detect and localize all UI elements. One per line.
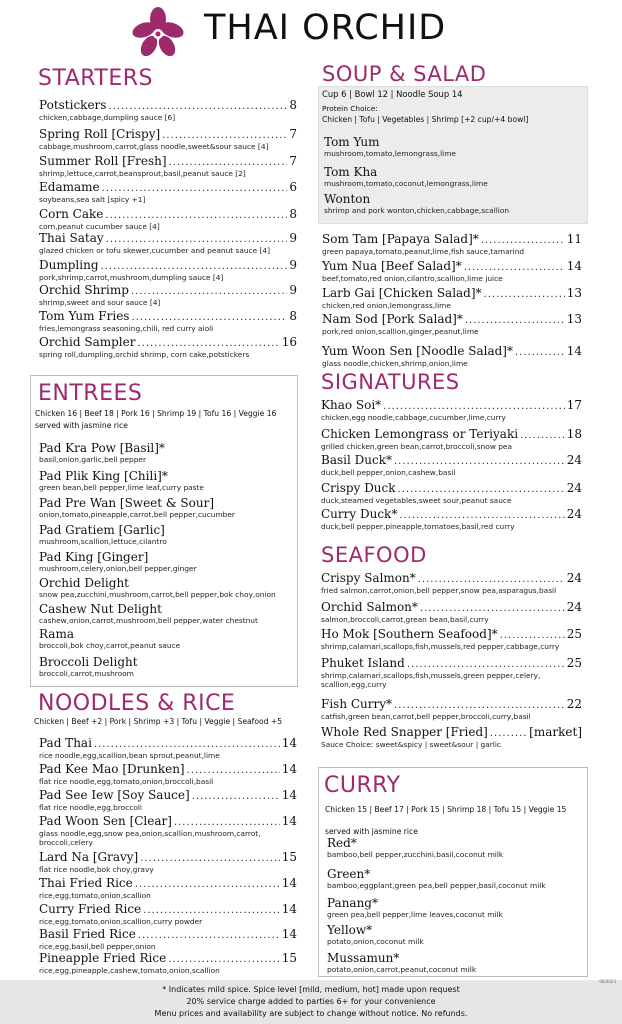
item-name: Pad Gratiem [Garlic] [39, 523, 165, 537]
item-name: Khao Soi* [321, 398, 382, 412]
item-name: Yum Woon Sen [Noodle Salad]* [322, 344, 513, 358]
dot-leader [143, 904, 280, 917]
curry-item [327, 868, 582, 890]
item-description: chicken,red onion,lemongrass,lime [322, 301, 451, 310]
item-price: 8 [289, 98, 297, 112]
starter-item [39, 310, 297, 333]
item-price: 14 [566, 344, 582, 358]
item-description: glazed chicken or tofu skewer,cucumber and peanut sauce [4] [39, 246, 271, 255]
item-description: rice,egg,basil,bell pepper,onion [39, 942, 156, 951]
noodle-item [39, 952, 297, 975]
item-description: bamboo,bell pepper,zucchini,basil,coconut milk [327, 850, 504, 859]
dot-leader [418, 573, 565, 586]
noodle-item [39, 877, 297, 900]
item-price: 22 [566, 697, 582, 711]
dot-leader [131, 311, 287, 324]
entrees-heading: ENTREES [38, 381, 143, 406]
item-name: Lard Na [Gravy] [39, 850, 139, 864]
item-price: 15 [281, 850, 297, 864]
item-description: shrimp,sweet and sour sauce [4] [39, 298, 161, 307]
item-description: flat rice noodle,egg,broccoli [39, 803, 142, 812]
starter-item [39, 99, 297, 122]
item-description: mushroom,tomato,lemongrass,lime [324, 149, 456, 158]
noodle-item [39, 737, 297, 760]
item-price: 24 [566, 453, 582, 467]
item-description: flat rice noodle,egg,tomato,onion,broccoli,basil [39, 777, 214, 786]
entree-item [39, 442, 297, 464]
item-price: 24 [566, 600, 582, 614]
dot-leader [187, 764, 280, 777]
item-name: Pineapple Fried Rice [39, 951, 167, 965]
service-charge-note: 20% service charge added to parties 6+ for your convenience [186, 997, 436, 1006]
entree-item [39, 628, 297, 650]
item-name: Orchid Delight [39, 576, 129, 590]
item-name: Pad Thai [39, 736, 92, 750]
item-description: potato,onion,carrot,peanut,coconut milk [327, 965, 477, 974]
item-name: Nam Sod [Pork Salad]* [322, 312, 463, 326]
noodle-item [39, 903, 297, 926]
item-name: Cashew Nut Delight [39, 602, 162, 616]
item-description: rice,egg,tomato,onion,scallion [39, 891, 151, 900]
item-description: onion,tomato,pineapple,carrot,bell pepper,cucumber [39, 510, 235, 519]
item-name: Curry Fried Rice [39, 902, 142, 916]
item-description: broccoli,bok choy,carrot,peanut sauce [39, 641, 181, 650]
seafood-item [321, 572, 582, 595]
menu-header [0, 0, 622, 62]
item-price: 9 [289, 283, 297, 297]
item-name: Fish Curry* [321, 697, 393, 711]
dot-leader [500, 629, 565, 642]
item-price: 14 [281, 902, 297, 916]
item-price: 7 [289, 154, 297, 168]
item-description: rice,egg,pineapple,cashew,tomato,onion,scallion [39, 966, 220, 975]
starter-item [39, 336, 297, 359]
dot-leader [515, 346, 565, 359]
item-description: rice,egg,tomato,onion,scallion,curry powder [39, 917, 203, 926]
item-description: chicken,cabbage,dumpling sauce [6] [39, 113, 176, 122]
item-name: Broccoli Delight [39, 655, 138, 669]
signatures-heading: SIGNATURES [321, 370, 460, 394]
salad-item [322, 233, 582, 256]
spice-note: * Indicates mild spice. Spice level [mild, medium, hot] made upon request [162, 985, 460, 994]
item-description: mushroom,celery,onion,bell pepper,ginger [39, 564, 197, 573]
dot-leader [394, 699, 565, 712]
item-name: Mussamun* [327, 951, 400, 965]
dot-leader [520, 429, 565, 442]
item-price: 24 [566, 571, 582, 585]
item-price: 8 [289, 309, 297, 323]
curry-served-note: served with jasmine rice [325, 827, 418, 836]
item-name: Pad Pre Wan [Sweet & Sour] [39, 496, 215, 510]
protein-choice-options: Chicken | Tofu | Vegetables | Shrimp [+2 cup/+4 bowl] [322, 115, 529, 124]
starters-heading: STARTERS [38, 66, 154, 91]
item-description: shrimp and pork wonton,chicken,cabbage,scallion [324, 206, 510, 215]
item-price: 14 [281, 788, 297, 802]
seafood-item [321, 657, 582, 689]
item-name: Dumpling [39, 258, 99, 272]
entree-item [39, 656, 297, 678]
item-name: Orchid Salmon* [321, 600, 418, 614]
signature-item [321, 508, 582, 531]
curry-heading: CURRY [324, 773, 401, 798]
item-price: 24 [566, 481, 582, 495]
entrees-served-note: served with jasmine rice [35, 421, 128, 430]
item-name: Orchid Sampler [39, 335, 136, 349]
seafood-item [321, 698, 582, 721]
item-description: green papaya,tomato,peanut,lime,fish sauce,tamarind [322, 247, 525, 256]
item-description: mushroom,scallion,lettuce,cilantro [39, 537, 167, 546]
item-description: soybeans,sea salt [spicy +1] [39, 195, 146, 204]
soup-item [324, 136, 579, 158]
dot-leader [192, 790, 280, 803]
noodles-heading: NOODLES & RICE [38, 691, 236, 716]
item-description: pork,shrimp,carrot,mushroom,dumpling sauce [4] [39, 273, 224, 282]
item-price: 14 [566, 259, 582, 273]
item-price: 14 [281, 762, 297, 776]
item-name: Pad See Iew [Soy Sauce] [39, 788, 190, 802]
seafood-heading: SEAFOOD [321, 543, 427, 567]
dot-leader [168, 953, 280, 966]
item-name: Curry Duck* [321, 507, 398, 521]
item-price: 14 [281, 814, 297, 828]
noodle-item [39, 815, 297, 847]
item-name: Crispy Salmon* [321, 571, 416, 585]
soup-item [324, 193, 579, 215]
seafood-item [321, 601, 582, 624]
orchid-logo-icon [130, 6, 186, 58]
item-description: corn,peanut cucumber sauce [4] [39, 222, 160, 231]
dot-leader [131, 285, 287, 298]
dot-leader [484, 288, 565, 301]
item-description: catfish,green bean,carrot,bell pepper,broccoli,curry,basil [321, 712, 531, 721]
item-name: Yum Nua [Beef Salad]* [322, 259, 462, 273]
item-description: pork,red onion,scallion,ginger,peanut,lime [322, 327, 479, 336]
curry-item [327, 837, 582, 859]
item-price: 13 [566, 286, 582, 300]
item-description: basil,onion,garlic,bell pepper [39, 455, 147, 464]
noodle-item [39, 928, 297, 951]
starter-item [39, 259, 297, 282]
dot-leader [138, 929, 280, 942]
item-price: [market] [529, 725, 582, 739]
salad-item [322, 260, 582, 283]
protein-choice-label: Protein Choice: [322, 104, 378, 113]
item-name: Basil Duck* [321, 453, 392, 467]
dot-leader [420, 602, 565, 615]
dot-leader [102, 182, 288, 195]
starter-item [39, 128, 297, 151]
item-name: Tom Yum [324, 135, 380, 149]
item-name: Basil Fried Rice [39, 927, 136, 941]
menu-footer [0, 980, 622, 1024]
item-name: Potstickers [39, 98, 107, 112]
dot-leader [398, 483, 565, 496]
item-name: Red* [327, 836, 357, 850]
dot-leader [137, 337, 279, 350]
menu-version-code: 06/2023 [599, 979, 616, 984]
item-description: spring roll,dumpling,orchid shrimp, corn cake,potstickers [39, 350, 250, 359]
item-price: 16 [281, 335, 297, 349]
item-description: green pea,bell pepper,lime leaves,coconut milk [327, 910, 503, 919]
dot-leader [101, 260, 288, 273]
item-description: beef,tomato,red onion,cilantro,scallion,lime juice [322, 274, 503, 283]
dot-leader [105, 209, 287, 222]
entree-item [39, 577, 297, 599]
item-price: 9 [289, 258, 297, 272]
item-description: snow pea,zucchini,mushroom,carrot,bell pepper,bok choy,onion [39, 590, 276, 599]
item-description: mushroom,tomato,coconut,lemongrass,lime [324, 179, 488, 188]
item-description: potato,onion,coconut milk [327, 937, 424, 946]
starter-item [39, 232, 297, 255]
item-description: flat rice noodle,bok choy,gravy [39, 865, 154, 874]
salad-item [322, 313, 582, 336]
item-name: Pad King [Ginger] [39, 550, 149, 564]
item-description: glass noodle,egg,snow pea,onion,scallion,mushroom,carrot, broccoli,celery [39, 829, 261, 847]
item-description: grilled chicken,green bean,carrot,broccoli,snow pea [321, 442, 512, 451]
item-name: Ho Mok [Southern Seafood]* [321, 627, 498, 641]
item-price: 14 [281, 876, 297, 890]
dot-leader [490, 727, 527, 740]
curry-item [327, 952, 582, 974]
noodles-prices: Chicken | Beef +2 | Pork | Shrimp +3 | Tofu | Veggie | Seafood +5 [34, 717, 283, 726]
soup-sizes: Cup 6 | Bowl 12 | Noodle Soup 14 [322, 89, 463, 99]
item-name: Whole Red Snapper [Fried] [321, 725, 488, 739]
item-description: duck,bell pepper,onion,cashew,basil [321, 468, 456, 477]
dot-leader [399, 509, 564, 522]
item-price: 13 [566, 312, 582, 326]
dot-leader [464, 261, 565, 274]
item-description: duck,bell pepper,pineapple,tomatoes,basil,red curry [321, 522, 515, 531]
dot-leader [162, 129, 287, 142]
starter-item [39, 155, 297, 178]
item-price: 7 [289, 127, 297, 141]
item-name: Pad Kra Pow [Basil]* [39, 441, 165, 455]
item-name: Som Tam [Papaya Salad]* [322, 232, 479, 246]
item-name: Rama [39, 627, 74, 641]
seafood-item [321, 628, 582, 651]
item-price: 8 [289, 207, 297, 221]
signature-item [321, 454, 582, 477]
item-price: 17 [566, 398, 582, 412]
soup-heading: SOUP & SALAD [322, 62, 487, 86]
item-name: Tom Yum Fries [39, 309, 130, 323]
item-description: cashew,onion,carrot,mushroom,bell pepper,water chestnut [39, 616, 258, 625]
item-name: Wonton [324, 192, 371, 206]
item-price: 14 [281, 736, 297, 750]
entree-item [39, 603, 297, 625]
item-name: Yellow* [327, 923, 373, 937]
item-name: Summer Roll [Fresh] [39, 154, 167, 168]
dot-leader [407, 658, 565, 671]
item-name: Green* [327, 867, 371, 881]
starter-item [39, 181, 297, 204]
item-description: shrimp,calamari,scallops,fish,mussels,red pepper,cabbage,curry [321, 642, 560, 651]
item-description: broccoli,carrot,mushroom [39, 669, 134, 678]
item-name: Tom Kha [324, 165, 378, 179]
dot-leader [108, 100, 287, 113]
item-name: Chicken Lemongrass or Teriyaki [321, 427, 519, 441]
item-description: shrimp,calamari,scallops,fish,mussels,green pepper,celery, scallion,egg,curry [321, 671, 541, 689]
item-description: fried salmon,carrot,onion,bell pepper,snow pea,asparagus,basil [321, 586, 557, 595]
soup-item [324, 166, 579, 188]
starter-item [39, 284, 297, 307]
item-name: Crispy Duck [321, 481, 396, 495]
item-name: Edamame [39, 180, 100, 194]
item-price: 6 [289, 180, 297, 194]
dot-leader [481, 234, 565, 247]
entree-item [39, 497, 297, 519]
item-description: Sauce Choice: sweet&spicy | sweet&sour | garlic [321, 740, 501, 749]
dot-leader [135, 878, 280, 891]
item-name: Pad Plik King [Chili]* [39, 469, 168, 483]
signature-item [321, 428, 582, 451]
dot-leader [465, 314, 565, 327]
item-price: 14 [281, 927, 297, 941]
item-price: 15 [281, 951, 297, 965]
item-price: 11 [566, 232, 582, 246]
item-description: green bean,bell pepper,lime leaf,curry paste [39, 483, 204, 492]
dot-leader [140, 852, 279, 865]
item-name: Pad Woon Sen [Clear] [39, 814, 172, 828]
item-name: Spring Roll [Crispy] [39, 127, 161, 141]
item-description: fries,lemongrass seasoning,chili, red curry aioli [39, 324, 214, 333]
item-name: Larb Gai [Chicken Salad]* [322, 286, 482, 300]
signature-item [321, 482, 582, 505]
item-description: glass noodle,chicken,shrimp,onion,lime [322, 359, 468, 368]
item-description: chicken,egg noodle,cabbage,cucumber,lime,curry [321, 413, 506, 422]
salad-item [322, 345, 582, 368]
signature-item [321, 399, 582, 422]
item-description: rice noodle,egg,scallion,bean sprout,peanut,lime [39, 751, 220, 760]
entree-item [39, 551, 297, 573]
dot-leader [383, 400, 565, 413]
starter-item [39, 208, 297, 231]
dot-leader [394, 455, 565, 468]
item-name: Thai Satay [39, 231, 104, 245]
item-price: 9 [289, 231, 297, 245]
price-change-note: Menu prices and availability are subject to change without notice. No refunds. [154, 1009, 468, 1018]
noodle-item [39, 851, 297, 874]
item-name: Phuket Island [321, 656, 405, 670]
item-name: Pad Kee Mao [Drunken] [39, 762, 185, 776]
item-description: bamboo,eggplant,green pea,bell pepper,basil,coconut milk [327, 881, 546, 890]
item-name: Panang* [327, 896, 378, 910]
dot-leader [106, 233, 288, 246]
curry-item [327, 924, 582, 946]
item-name: Thai Fried Rice [39, 876, 133, 890]
dot-leader [169, 156, 288, 169]
item-description: salmon,broccoli,carrot,grean bean,basil,curry [321, 615, 489, 624]
dot-leader [94, 738, 280, 751]
entree-item [39, 524, 297, 546]
seafood-item [321, 726, 582, 749]
entrees-prices: Chicken 16 | Beef 18 | Pork 16 | Shrimp 19 | Tofu 16 | Veggie 16 [35, 409, 277, 418]
noodle-item [39, 789, 297, 812]
item-description: duck,steamed vegetables,sweet sour,peanut sauce [321, 496, 512, 505]
item-description: shrimp,lettuce,carrot,beansprout,basil,peanut sauce [2] [39, 169, 246, 178]
curry-prices: Chicken 15 | Beef 17 | Pork 15 | Shrimp 18 | Tofu 15 | Veggie 15 [325, 805, 567, 814]
item-price: 25 [566, 656, 582, 670]
dot-leader [174, 816, 280, 829]
salad-item [322, 287, 582, 310]
item-price: 18 [566, 427, 582, 441]
restaurant-name: THAI ORCHID [204, 8, 447, 48]
noodle-item [39, 763, 297, 786]
curry-item [327, 897, 582, 919]
item-name: Corn Cake [39, 207, 104, 221]
item-price: 24 [566, 507, 582, 521]
item-name: Orchid Shrimp [39, 283, 129, 297]
entree-item [39, 470, 297, 492]
item-description: cabbage,mushroom,carrot,glass noodle,sweet&sour sauce [4] [39, 142, 269, 151]
item-price: 25 [566, 627, 582, 641]
